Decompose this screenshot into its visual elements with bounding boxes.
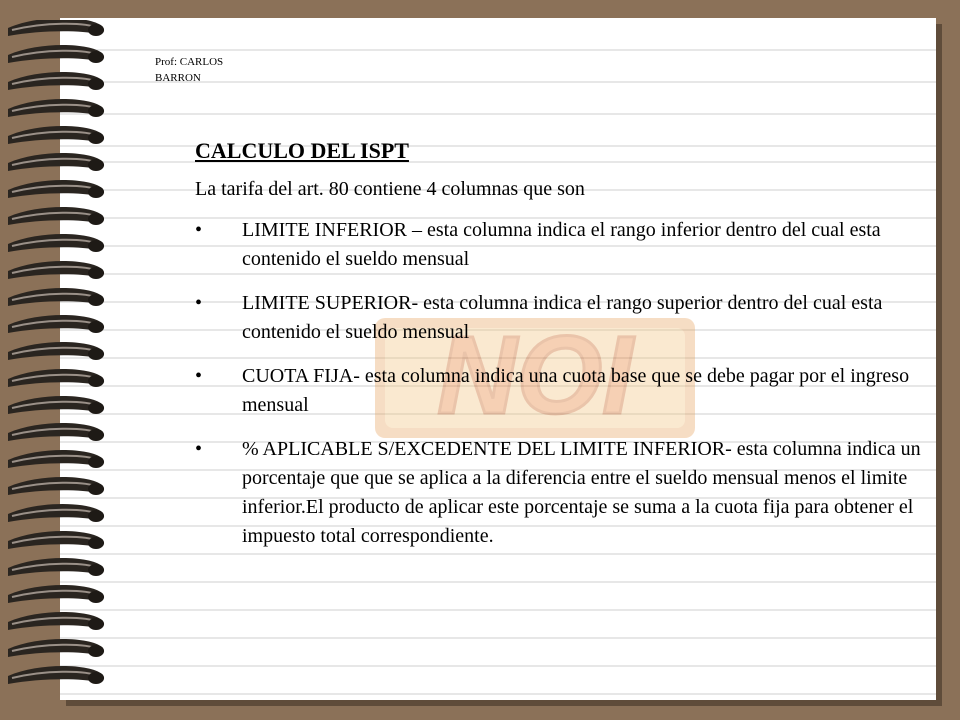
list-item-text: LIMITE SUPERIOR- esta columna indica el rango superior dentro del cual esta contenido el sueldo mensual	[242, 292, 883, 343]
spiral-ring	[8, 531, 104, 549]
spiral-ring	[8, 45, 104, 63]
svg-text:NOI: NOI	[437, 314, 633, 437]
spiral-ring	[8, 423, 104, 441]
spiral-ring	[8, 207, 104, 225]
author-credit	[155, 54, 223, 86]
author-line-1: Prof: CARLOS	[155, 56, 224, 68]
spiral-ring	[8, 342, 104, 360]
bullet-icon: •	[195, 365, 203, 387]
spiral-ring	[8, 369, 104, 387]
list-item-text: LIMITE INFERIOR – esta columna indica el rango inferior dentro del cual esta contenido el sueldo mensual	[242, 219, 881, 270]
list-item-text: CUOTA FIJA- esta columna indica una cuota base que se debe pagar por el ingreso mensual	[242, 365, 910, 416]
bullet-icon: •	[195, 438, 203, 460]
spiral-ring	[8, 477, 104, 495]
spiral-ring	[8, 288, 104, 306]
bullet-icon: •	[195, 292, 203, 314]
bullet-icon: •	[195, 219, 203, 241]
spiral-ring	[8, 72, 104, 90]
spiral-ring	[8, 180, 104, 198]
list-item	[195, 362, 925, 420]
list-item-text: % APLICABLE S/EXCEDENTE DEL LIMITE INFERIOR- esta columna indica un porcentaje que que se aplica a la diferencia entre el sueldo mensual menos el limite inferior.El producto de aplicar este porcentaje se suma a la cuota fija para obtener el impuesto total correspondiente.	[242, 438, 921, 547]
spiral-ring	[8, 261, 104, 279]
list-item	[195, 289, 925, 347]
spiral-ring	[8, 666, 104, 684]
author-line-2: BARRON	[155, 72, 201, 84]
spiral-ring	[8, 126, 104, 144]
spiral-ring	[8, 585, 104, 603]
spiral-ring	[8, 612, 104, 630]
spiral-ring	[8, 558, 104, 576]
intro-text: La tarifa del art. 80 contiene 4 columnas que son	[195, 178, 585, 200]
spiral-ring	[8, 639, 104, 657]
spiral-ring	[8, 396, 104, 414]
spiral-ring	[8, 20, 104, 36]
spiral-ring	[8, 153, 104, 171]
spiral-ring	[8, 234, 104, 252]
list-item	[195, 216, 925, 274]
page-title: CALCULO DEL ISPT	[195, 138, 409, 163]
spiral-ring	[8, 99, 104, 117]
spiral-binding	[0, 20, 120, 700]
list-item	[195, 435, 925, 551]
slide-content	[195, 138, 925, 566]
spiral-ring	[8, 315, 104, 333]
spiral-ring	[8, 450, 104, 468]
spiral-ring	[8, 504, 104, 522]
